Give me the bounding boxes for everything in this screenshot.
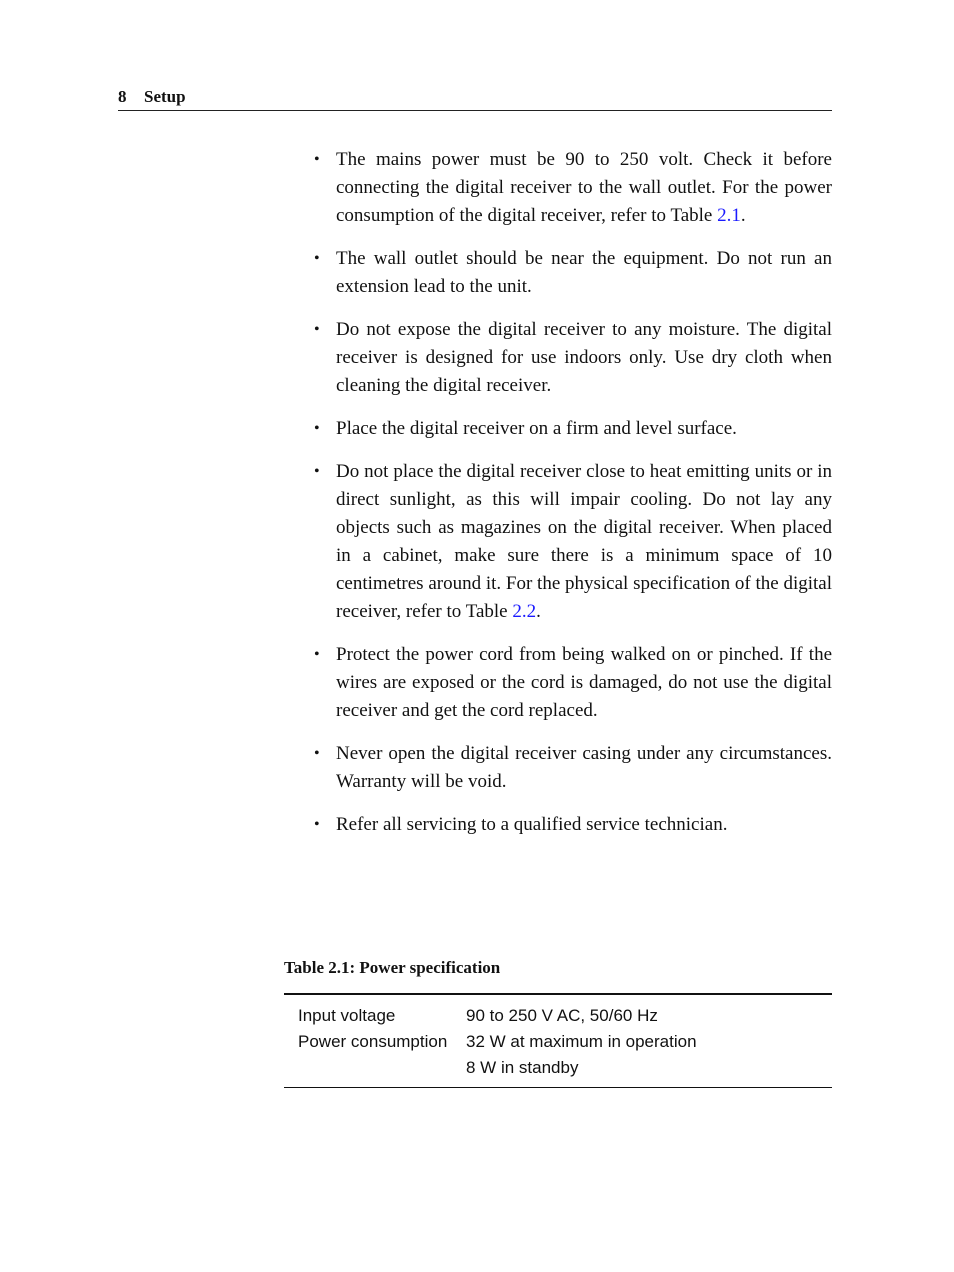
bullet-item xyxy=(314,415,832,443)
power-specification-table xyxy=(284,993,832,1088)
row-value: 8 W in standby xyxy=(466,1058,579,1077)
table-caption: Table 2.1: Power specification xyxy=(284,958,501,977)
bullet-icon: • xyxy=(314,250,320,267)
bullet-text: Protect the power cord from being walked on or pinched. If the wires are exposed or the cord is damaged, do not use the digital receiver and get the cord replaced. xyxy=(336,644,832,721)
bullet-icon: • xyxy=(314,321,320,338)
bullet-icon: • xyxy=(314,420,320,437)
bullet-icon: • xyxy=(314,816,320,833)
bullet-text: Never open the digital receiver casing under any circumstances. Warranty will be void. xyxy=(336,743,832,792)
bullet-text: Do not expose the digital receiver to any moisture. The digital receiver is designed for use indoors only. Use dry cloth when cleaning the digital receiver. xyxy=(336,319,832,396)
bullet-icon: • xyxy=(314,646,320,663)
bullet-text: Do not place the digital receiver close to heat emitting units or in direct sunlight, as this will impair cooling. Do not lay any objects such as magazines on the digital receiver. When placed in a cabinet, make sure there is a minimum space of 10 centimetres around it. For the physical specification of the digital receiver, refer to Table xyxy=(336,461,832,622)
running-header xyxy=(118,86,832,111)
row-label: Input voltage xyxy=(298,1006,396,1025)
page-number: 8 xyxy=(118,87,127,106)
bullet-icon: • xyxy=(314,151,320,168)
bullet-icon: • xyxy=(314,463,320,480)
bullet-text: The mains power must be 90 to 250 volt. Check it before connecting the digital receiver to the wall outlet. For the power consumption of the digital receiver, refer to Table xyxy=(336,149,832,226)
bullet-text-end: . xyxy=(536,601,541,622)
bullet-item xyxy=(314,245,832,301)
row-label: Power consumption xyxy=(298,1032,448,1051)
bullet-item xyxy=(314,146,832,230)
section-title: Setup xyxy=(144,87,186,106)
safety-bullet-list xyxy=(314,146,832,854)
bullet-item xyxy=(314,458,832,626)
row-value: 90 to 250 V AC, 50/60 Hz xyxy=(466,1006,658,1025)
bullet-icon: • xyxy=(314,745,320,762)
table-row xyxy=(284,1003,832,1029)
bullet-item xyxy=(314,811,832,839)
table-row xyxy=(284,1029,832,1055)
bullet-item xyxy=(314,641,832,725)
bullet-text-end: . xyxy=(740,205,746,226)
bullet-text: Refer all servicing to a qualified service technician. xyxy=(336,814,728,835)
table-reference-link[interactable]: 2.2 xyxy=(512,601,537,622)
bullet-text: The wall outlet should be near the equipment. Do not run an extension lead to the unit. xyxy=(336,248,832,297)
table-reference-link[interactable]: 2.1 xyxy=(717,205,741,226)
row-label xyxy=(284,1055,466,1081)
bullet-item xyxy=(314,740,832,796)
bullet-text: Place the digital receiver on a firm and level surface. xyxy=(336,418,737,439)
table-row xyxy=(284,1055,832,1081)
bullet-item xyxy=(314,316,832,400)
row-value: 32 W at maximum in operation xyxy=(466,1032,697,1051)
